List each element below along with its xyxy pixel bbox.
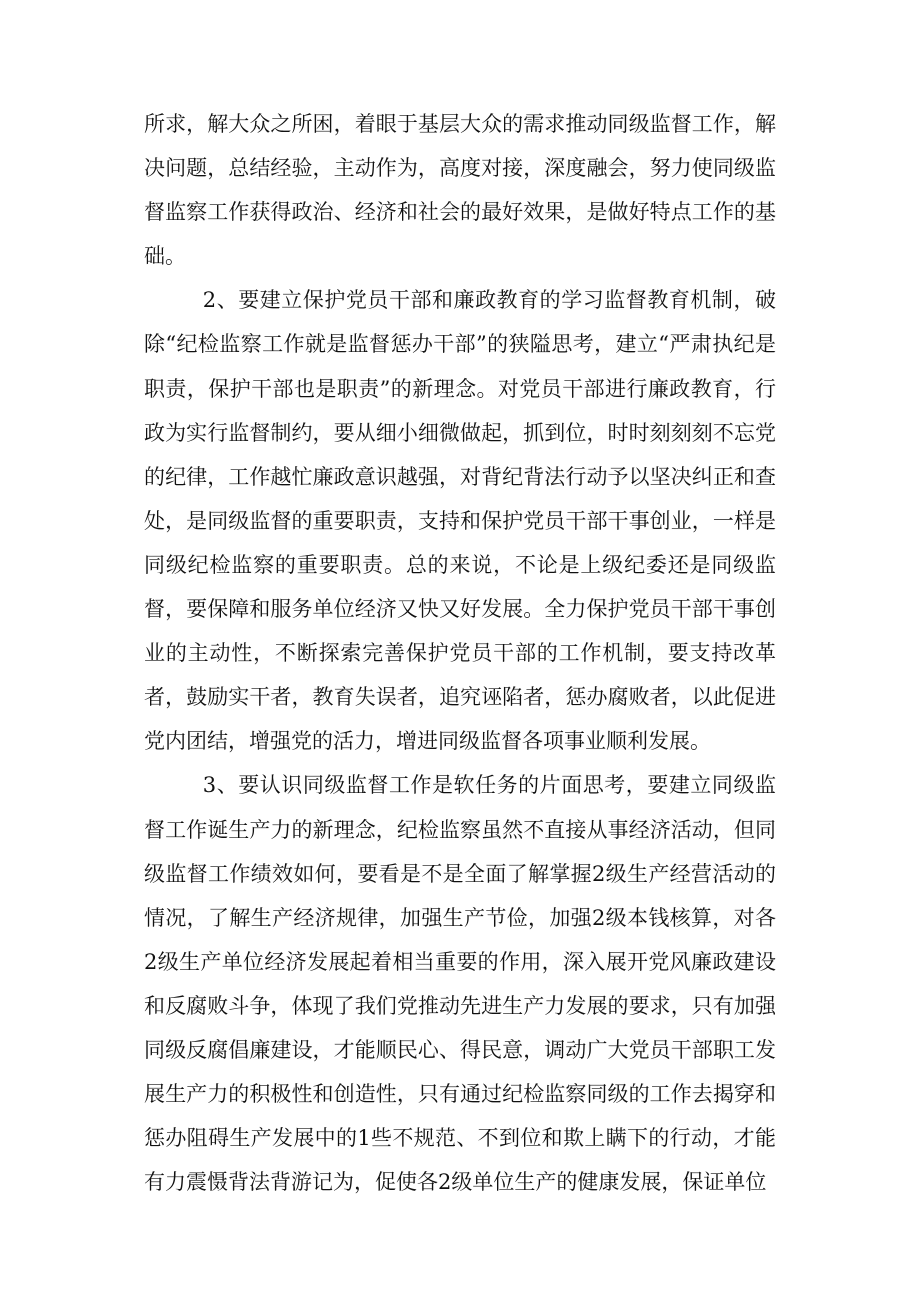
document-body [144, 102, 776, 1204]
paragraph-point-3: 3、要认识同级监督工作是软任务的片面思考，要建立同级监督工作诞生产力的新理念，纪检监察虽然不直接从事经济活动，但同级监督工作绩效如何，要看是不是全面了解掌握2级生产经营活动的情况，了解生产经济规律，加强生产节俭，加强2级本钱核算，对各2级生产单位经济发展起着相当重要的作用，深入展开党风廉政建设和反腐败斗争，体现了我们党推动先进生产力发展的要求，只有加强同级反腐倡廉建设，才能顺民心、得民意，调动广大党员干部职工发展生产力的积极性和创造性，只有通过纪检监察同级的工作去揭穿和惩办阻碍生产发展中的1些不规范、不到位和欺上瞒下的行动，才能有力震慑背法背游记为，促使各2级单位生产的健康发展，保证单位 [144, 773, 776, 1195]
paragraph-continuation: 所求，解大众之所困，着眼于基层大众的需求推动同级监督工作，解决问题，总结经验，主动作为，高度对接，深度融会，努力使同级监督监察工作获得政治、经济和社会的最好效果，是做好特点工作的基础。 [144, 112, 776, 269]
paragraph-point-2: 2、要建立保护党员干部和廉政教育的学习监督教育机制，破除“纪检监察工作就是监督惩办干部”的狭隘思考，建立“严肃执纪是职责，保护干部也是职责”的新理念。对党员干部进行廉政教育，行政为实行监督制约，要从细小细微做起，抓到位，时时刻刻刻不忘党的纪律，工作越忙廉政意识越强，对背纪背法行动予以坚决纠正和查处，是同级监督的重要职责，支持和保护党员干部干事创业，一样是同级纪检监察的重要职责。总的来说，不论是上级纪委还是同级监督，要保障和服务单位经济又快又好发展。全力保护党员干部干事创业的主动性，不断探索完善保护党员干部的工作机制，要支持改革者，鼓励实干者，教育失误者，追究诬陷者，惩办腐败者，以此促进党内团结，增强党的活力，增进同级监督各项事业顺利发展。 [144, 288, 776, 754]
